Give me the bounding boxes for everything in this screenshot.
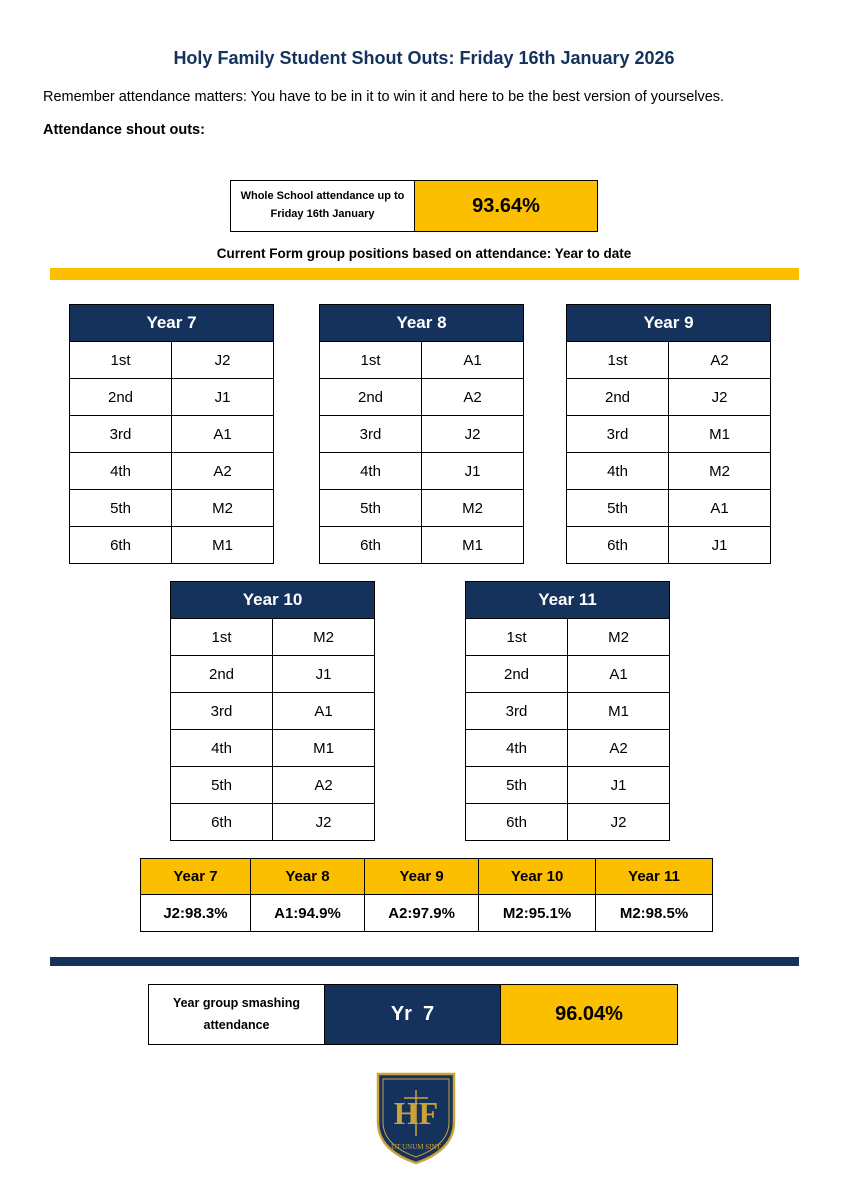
form-cell: A2	[568, 730, 670, 767]
best-forms-header: Year 9	[365, 859, 479, 895]
form-cell: J1	[422, 453, 524, 490]
form-cell: M1	[669, 416, 771, 453]
position-cell: 6th	[466, 804, 568, 841]
table-row	[567, 416, 771, 453]
table-row	[70, 416, 274, 453]
best-forms-header: Year 11	[596, 859, 713, 895]
position-cell: 3rd	[466, 693, 568, 730]
form-cell: J1	[669, 527, 771, 564]
position-cell: 6th	[320, 527, 422, 564]
year-table-title: Year 7	[70, 305, 274, 342]
best-forms-value: M2:95.1%	[479, 895, 596, 932]
form-cell: A1	[568, 656, 670, 693]
table-row	[320, 416, 524, 453]
position-cell: 2nd	[70, 379, 172, 416]
table-row	[70, 342, 274, 379]
best-forms-value: J2:98.3%	[141, 895, 251, 932]
position-cell: 1st	[466, 619, 568, 656]
attendance-subheading: Attendance shout outs:	[43, 122, 205, 138]
form-cell: J1	[273, 656, 375, 693]
year-table-title: Year 11	[466, 582, 670, 619]
best-forms-table	[140, 858, 713, 932]
table-row	[320, 527, 524, 564]
year-group-value: 96.04%	[501, 985, 677, 1044]
table-row	[466, 804, 670, 841]
table-row	[171, 656, 375, 693]
form-cell: J2	[273, 804, 375, 841]
position-cell: 1st	[567, 342, 669, 379]
form-cell: M1	[273, 730, 375, 767]
position-cell: 3rd	[171, 693, 273, 730]
table-row	[466, 693, 670, 730]
table-row	[567, 527, 771, 564]
position-cell: 6th	[567, 527, 669, 564]
position-cell: 1st	[70, 342, 172, 379]
position-cell: 4th	[466, 730, 568, 767]
intro-text: Remember attendance matters: You have to be in it to win it and here to be the best version of yourselves.	[43, 89, 725, 105]
position-cell: 5th	[320, 490, 422, 527]
year-group-year: Yr 7	[325, 985, 501, 1044]
table-row	[70, 490, 274, 527]
position-cell: 5th	[70, 490, 172, 527]
table-row	[70, 379, 274, 416]
form-cell: M2	[172, 490, 274, 527]
form-cell: A2	[669, 342, 771, 379]
whole-school-value: 93.64%	[415, 181, 597, 231]
best-forms-header: Year 8	[250, 859, 364, 895]
position-cell: 2nd	[567, 379, 669, 416]
form-cell: A1	[422, 342, 524, 379]
position-cell: 4th	[320, 453, 422, 490]
school-crest-logo	[374, 1070, 458, 1166]
best-forms-header: Year 7	[141, 859, 251, 895]
position-cell: 4th	[70, 453, 172, 490]
table-row	[70, 453, 274, 490]
whole-school-label: Whole School attendance up to Friday 16th January	[231, 181, 415, 231]
table-row	[320, 453, 524, 490]
year-table	[319, 304, 524, 564]
best-forms-header-row	[141, 859, 713, 895]
table-row	[171, 804, 375, 841]
year-table	[566, 304, 771, 564]
best-forms-value: A2:97.9%	[365, 895, 479, 932]
position-cell: 1st	[171, 619, 273, 656]
form-cell: A1	[273, 693, 375, 730]
position-cell: 4th	[567, 453, 669, 490]
form-cell: M2	[568, 619, 670, 656]
form-cell: A2	[273, 767, 375, 804]
table-row	[466, 730, 670, 767]
form-cell: A2	[172, 453, 274, 490]
form-cell: J2	[669, 379, 771, 416]
year-group-label: Year group smashing attendance	[149, 985, 325, 1044]
table-row	[466, 767, 670, 804]
form-cell: J2	[422, 416, 524, 453]
whole-school-attendance-box	[230, 180, 598, 232]
form-cell: J1	[568, 767, 670, 804]
position-cell: 6th	[171, 804, 273, 841]
form-cell: J2	[172, 342, 274, 379]
table-row	[567, 453, 771, 490]
form-cell: M1	[172, 527, 274, 564]
table-row	[70, 527, 274, 564]
best-forms-value: M2:98.5%	[596, 895, 713, 932]
position-cell: 4th	[171, 730, 273, 767]
year-table-title: Year 8	[320, 305, 524, 342]
position-cell: 5th	[567, 490, 669, 527]
crest-motto: UT UNUM SINT	[391, 1143, 441, 1151]
table-row	[171, 619, 375, 656]
navy-divider	[50, 957, 799, 966]
table-row	[567, 490, 771, 527]
positions-heading: Current Form group positions based on attendance: Year to date	[216, 246, 632, 261]
form-cell: J2	[568, 804, 670, 841]
form-cell: A2	[422, 379, 524, 416]
year-table	[465, 581, 670, 841]
position-cell: 2nd	[320, 379, 422, 416]
crest-monogram: HF	[393, 1095, 439, 1131]
best-forms-value-row	[141, 895, 713, 932]
table-row	[466, 656, 670, 693]
form-cell: M2	[422, 490, 524, 527]
best-forms-header: Year 10	[479, 859, 596, 895]
position-cell: 6th	[70, 527, 172, 564]
position-cell: 5th	[171, 767, 273, 804]
year-table-title: Year 10	[171, 582, 375, 619]
form-cell: M2	[669, 453, 771, 490]
gold-divider	[50, 268, 799, 280]
position-cell: 3rd	[320, 416, 422, 453]
position-cell: 1st	[320, 342, 422, 379]
year-group-attendance-box	[148, 984, 678, 1045]
form-cell: M2	[273, 619, 375, 656]
form-cell: A1	[669, 490, 771, 527]
year-table	[170, 581, 375, 841]
position-cell: 2nd	[466, 656, 568, 693]
form-cell: M1	[568, 693, 670, 730]
best-forms-value: A1:94.9%	[250, 895, 364, 932]
position-cell: 3rd	[70, 416, 172, 453]
table-row	[567, 379, 771, 416]
year-table	[69, 304, 274, 564]
form-cell: M1	[422, 527, 524, 564]
table-row	[171, 767, 375, 804]
position-cell: 2nd	[171, 656, 273, 693]
table-row	[320, 490, 524, 527]
table-row	[171, 693, 375, 730]
year-table-title: Year 9	[567, 305, 771, 342]
table-row	[320, 342, 524, 379]
table-row	[567, 342, 771, 379]
table-row	[466, 619, 670, 656]
form-cell: A1	[172, 416, 274, 453]
page-title: Holy Family Student Shout Outs: Friday 16th January 2026	[173, 48, 675, 68]
position-cell: 5th	[466, 767, 568, 804]
form-cell: J1	[172, 379, 274, 416]
table-row	[320, 379, 524, 416]
table-row	[171, 730, 375, 767]
position-cell: 3rd	[567, 416, 669, 453]
